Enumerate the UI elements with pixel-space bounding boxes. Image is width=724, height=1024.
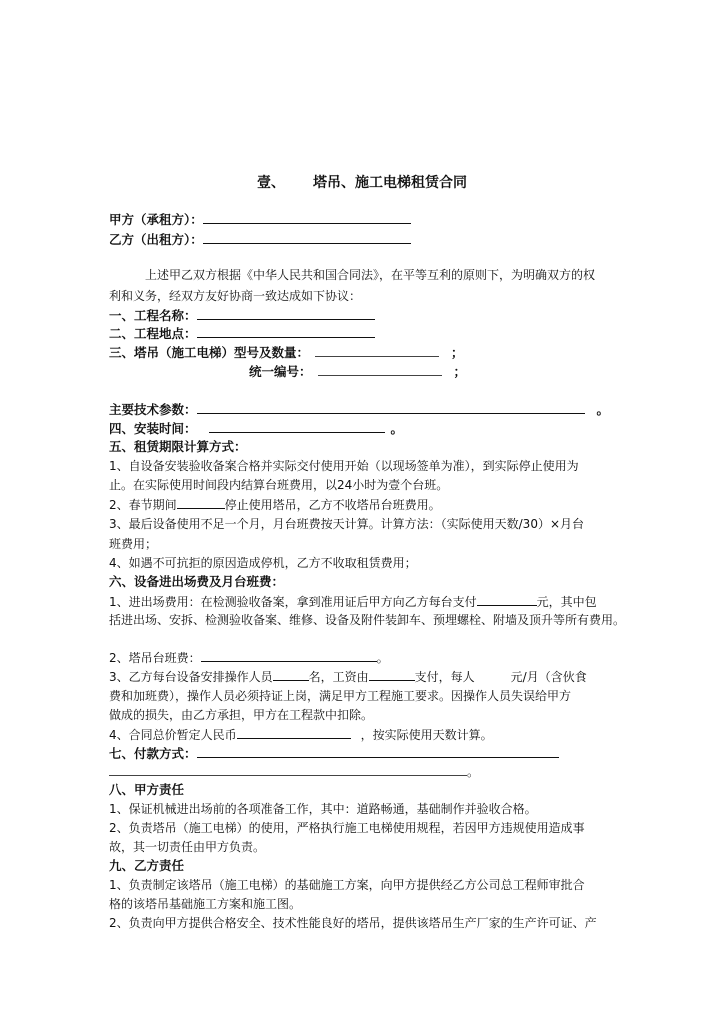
project-site-line: 二、工程地点： [109, 326, 375, 341]
shift-fee-blank[interactable] [201, 650, 377, 662]
s6-item-3b: 费和加班费），操作人员必须持证上岗，满足甲方工程施工要求。因操作人员失误给甲方 [109, 689, 572, 703]
s8-item-2b: 故，其一切责任由甲方负责。 [109, 840, 266, 854]
party-b-line: 乙方（出租方）： [109, 232, 411, 247]
section-9-heading: 九、乙方责任 [109, 858, 185, 873]
s6-item-2: 2、塔吊台班费： 。 [109, 651, 389, 665]
section-8-heading: 八、甲方责任 [109, 782, 185, 797]
spring-festival-blank[interactable] [177, 497, 225, 509]
section-6-heading: 六、设备进出场费及月台班费： [109, 574, 285, 589]
document-title [0, 172, 724, 192]
install-time-line: 四、安装时间： 。 [109, 421, 404, 436]
payment-line-2: 。 [109, 764, 479, 779]
s6-item-1b: 括进出场、安拆、检测验收备案、维修、设备及附件装卸车、预埋螺栓、附墙及顶升等所有费用。 [109, 613, 626, 627]
intro-line-2: 利和义务，经双方友好协商一致达成如下协议： [109, 289, 362, 303]
payment-blank-1[interactable] [197, 746, 559, 758]
party-a-line: 甲方（承租方）： [109, 212, 411, 227]
tech-params-line: 主要技术参数： 。 [109, 402, 610, 417]
s6-item-3a: 3、乙方每台设备安排操作人员 名，工资由 支付，每人 元/月（含伙食 [109, 670, 587, 684]
s6-item-1a: 1、进出场费用：在检测验收备案，拿到准用证后甲方向乙方每台支付 元，其中包 [109, 595, 597, 609]
s8-item-1: 1、保证机械进出场前的各项准备工作，其中：道路畅通，基础制作并验收合格。 [109, 802, 537, 816]
s9-item-1b: 格的该塔吊基础施工方案和施工图。 [109, 897, 302, 911]
title-text: 塔吊、施工电梯租赁合同 [313, 175, 467, 191]
s6-item-4: 4、合同总价暂定人民币 ，按实际使用天数计算。 [109, 728, 493, 742]
model-qty-blank[interactable] [315, 345, 439, 357]
s5-item-1a: 1、自设备安装验收备案合格并实际交付使用开始（以现场签单为准），到实际停止使用为 [109, 459, 579, 473]
intro-line-1: 上述甲乙双方根据《中华人民共和国合同法》，在平等互利的原则下，为明确双方的权 [145, 268, 596, 282]
operator-count-blank[interactable] [273, 669, 309, 681]
project-name-line: 一、工程名称： [109, 308, 375, 323]
section-7-heading: 七、付款方式： [109, 746, 559, 761]
s5-item-3b: 班费用； [109, 537, 158, 551]
tech-params-blank[interactable] [197, 402, 585, 414]
section-5-heading: 五、租赁期限计算方式： [109, 439, 247, 454]
s8-item-2a: 2、负责塔吊（施工电梯）的使用，严格执行施工电梯使用规程，若因甲方违规使用造成事 [109, 821, 585, 835]
title-number: 壹、 [257, 175, 285, 191]
serial-line: 统一编号： ； [249, 364, 467, 379]
party-b-blank[interactable] [203, 232, 411, 244]
s9-item-2: 2、负责向甲方提供合格安全、技术性能良好的塔吊，提供该塔吊生产厂家的生产许可证、产 [109, 916, 597, 930]
s5-item-2: 2、春节期间 停止使用塔吊，乙方不收塔吊台班费用。 [109, 498, 441, 512]
s6-item-3c: 做成的损失，由乙方承担，甲方在工程款中扣除。 [109, 708, 374, 722]
project-name-blank[interactable] [197, 308, 375, 320]
install-time-blank[interactable] [209, 421, 385, 433]
entry-fee-blank[interactable] [477, 594, 537, 606]
s9-item-1a: 1、负责制定该塔吊（施工电梯）的基础施工方案，向甲方提供经乙方公司总工程师审批合 [109, 878, 585, 892]
contract-price-blank[interactable] [237, 727, 351, 739]
s5-item-1b: 止。在实际使用时间段内结算台班费用，以24小时为壹个台班。 [109, 478, 449, 492]
party-a-blank[interactable] [203, 212, 411, 224]
model-qty-line: 三、塔吊（施工电梯）型号及数量： ； [109, 345, 464, 360]
wage-payer-blank[interactable] [369, 669, 415, 681]
s5-item-3a: 3、最后设备使用不足一个月，月台班费按天计算。计算方法：（实际使用天数/30）×月台 [109, 517, 585, 531]
s5-item-4: 4、如遇不可抗拒的原因造成停机，乙方不收取租赁费用； [109, 556, 417, 570]
project-site-blank[interactable] [197, 326, 375, 338]
payment-blank-2[interactable] [109, 764, 467, 776]
serial-blank[interactable] [318, 364, 442, 376]
